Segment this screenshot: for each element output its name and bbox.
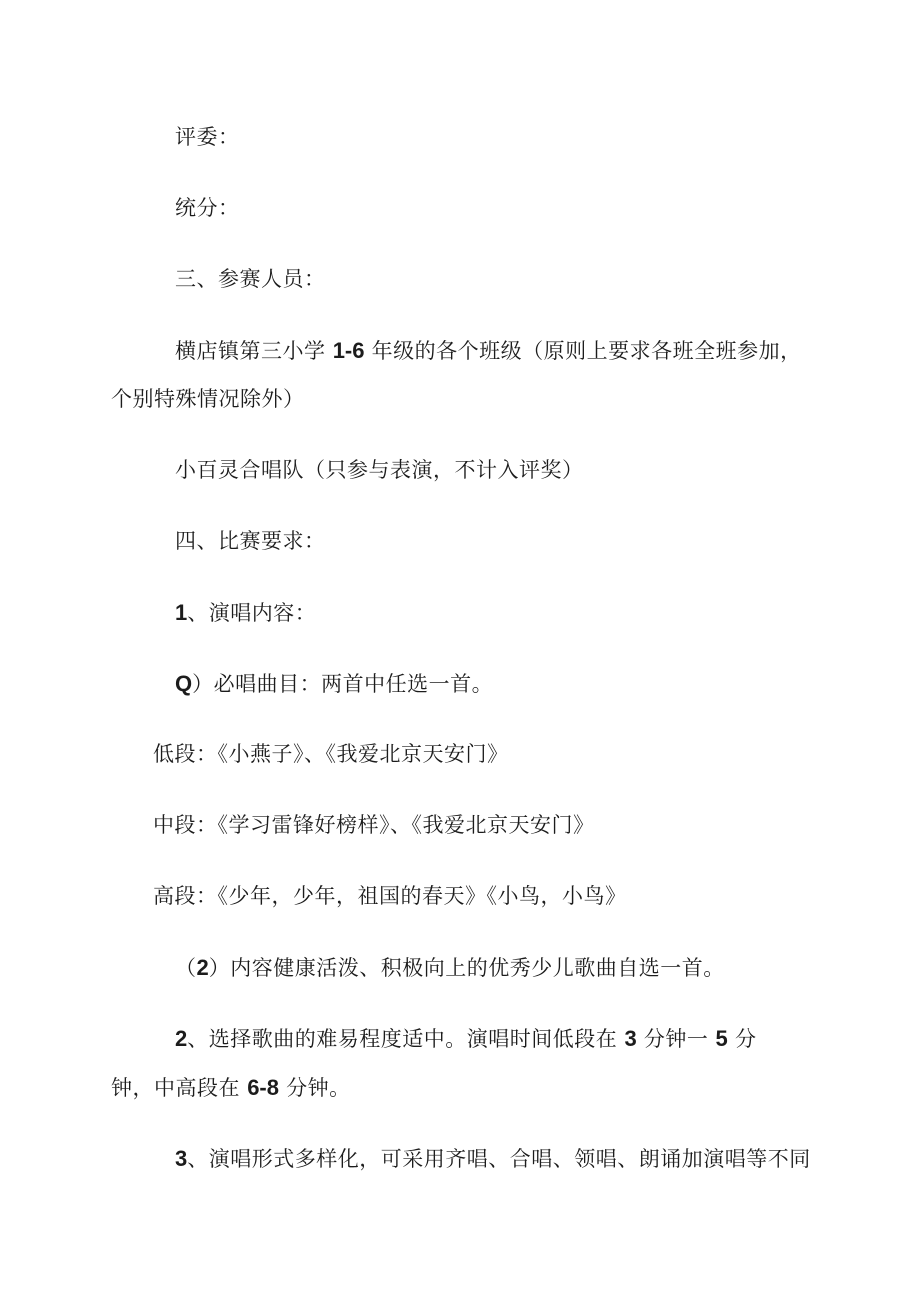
low-grade-songs-line [111, 730, 840, 779]
latin-number-text: Q [175, 671, 193, 696]
cjk-text: 分钟一 [636, 1027, 716, 1051]
mid-grade-songs-line [111, 801, 840, 850]
latin-number-text: 1-6 [332, 338, 365, 363]
cjk-text: 四、比赛要求： [175, 529, 326, 553]
cjk-text: （ [175, 956, 197, 980]
judges-line [111, 113, 840, 162]
cjk-text: 钟，中高段在 [111, 1076, 248, 1100]
item-1-heading [111, 588, 840, 637]
cjk-text: 中段：《学习雷锋好榜样》、《我爱北京天安门》 [153, 813, 595, 837]
item-2-line-2 [111, 1063, 840, 1112]
participants-line-1 [111, 326, 840, 375]
cjk-text: ）内容健康活泼、积极向上的优秀少儿歌曲自选一首。 [208, 956, 725, 980]
item-3-line [111, 1134, 840, 1183]
latin-number-text: 3 [624, 1026, 637, 1051]
cjk-text: 、选择歌曲的难易程度适中。演唱时间低段在 [187, 1027, 625, 1051]
score-counting-line [111, 184, 840, 233]
self-selected-song-line [111, 943, 840, 992]
cjk-text: 年级的各个班级（原则上要求各班全班参加， [364, 339, 802, 363]
cjk-text: 、演唱内容： [187, 601, 317, 625]
cjk-text: 高段：《少年，少年，祖国的春天》《小鸟，小鸟》 [153, 884, 627, 908]
cjk-text: 分 [727, 1027, 757, 1051]
cjk-text: 、演唱形式多样化，可采用齐唱、合唱、领唱、朗诵加演唱等不同 [187, 1147, 811, 1171]
latin-number-text: 3 [175, 1146, 188, 1171]
latin-number-text: 6-8 [247, 1075, 279, 1100]
cjk-text: 低段：《小燕子》、《我爱北京天安门》 [153, 742, 509, 766]
section-4-heading [111, 517, 840, 566]
latin-number-text: 2 [175, 1026, 188, 1051]
cjk-text: 横店镇第三小学 [175, 339, 333, 363]
cjk-text: 评委： [175, 125, 240, 149]
latin-number-text: 2 [196, 955, 209, 980]
cjk-text: ）必唱曲目：两首中任选一首。 [192, 672, 494, 696]
section-3-heading [111, 255, 840, 304]
cjk-text: 统分： [175, 196, 240, 220]
latin-number-text: 5 [715, 1026, 728, 1051]
participants-line-2 [111, 375, 840, 424]
item-2-line-1 [111, 1014, 840, 1063]
high-grade-songs-line [111, 872, 840, 921]
cjk-text: 小百灵合唱队（只参与表演，不计入评奖） [175, 458, 584, 482]
cjk-text: 分钟。 [278, 1076, 351, 1100]
latin-number-text: 1 [175, 600, 188, 625]
cjk-text: 三、参赛人员： [175, 267, 326, 291]
cjk-text: 个别特殊情况除外） [111, 387, 305, 411]
choir-note-line [111, 446, 840, 495]
required-songs-line [111, 659, 840, 708]
